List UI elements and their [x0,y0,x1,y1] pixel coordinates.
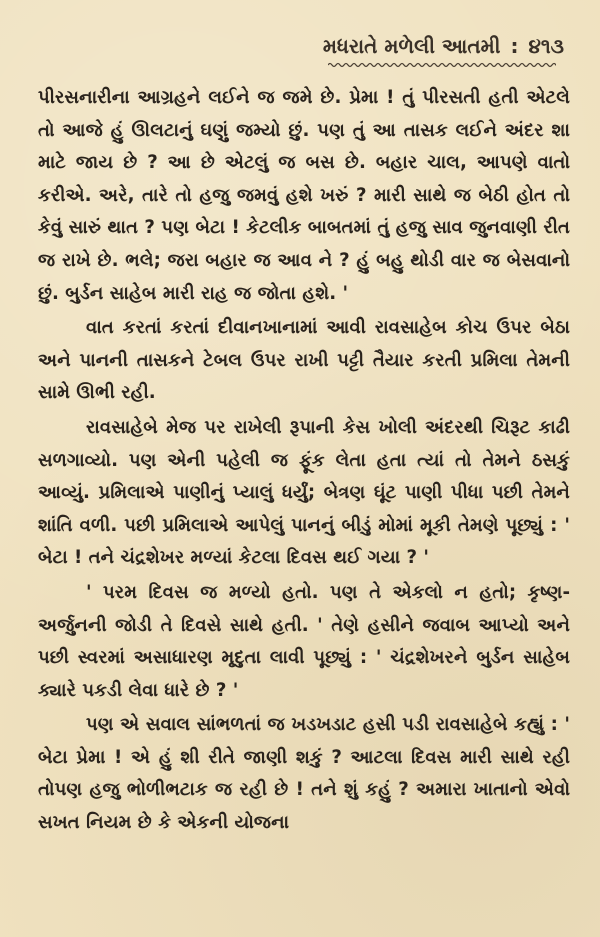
running-header [38,34,570,58]
paragraph-continued: પીરસનારીના આગ્રહને લઈને જ જમે છે. પ્રેમા ! તું પીરસતી હતી એટલે તો આજે હું ઊલટાનું ઘણું જમ્યો છું. પણ તું આ તાસક લઈને અંદર શા માટે જાય છે ? આ છે એટલું જ બસ છે. બહાર ચાલ, આપણે વાતો કરીએ. અરે, તારે તો હજુ જમવું હશે ખરું ? મારી સાથે જ બેઠી હોત તો કેવું સારું થાત ? પણ બેટા ! કેટલીક બાબતમાં તું હજુ સાવ જુનવાણી રીત જ રાખે છે. ભલે; જરા બહાર જ આવ ને ? હું બહુ થોડી વાર જ બેસવાનો છું. બુર્ડન સાહેબ મારી રાહ જ જોતા હશે. ' [38,87,570,304]
header-wavy-rule [328,62,556,68]
paragraph: વાત કરતાં કરતાં દીવાનખાનામાં આવી રાવસાહેબ કોચ ઉપર બેઠા અને પાનની તાસકને ટેબલ ઉપર રાખી પટ્ટી તૈયાર કરતી પ્રમિલા તેમની સામે ઊભી રહી. [38,317,570,404]
wavy-rule-icon [328,62,556,68]
paragraph: ' પરમ દિવસ જ મળ્યો હતો. પણ તે એકલો ન હતો; કૃષ્ણ-અર્જુનની જોડી તે દિવસે સાથે હતી. ' તેણે હસીને જવાબ આપ્યો અને પછી સ્વરમાં અસાધારણ મૃદુતા લાવી પૂછ્યું : ' ચંદ્રશેખરને બુર્ડન સાહેબ ક્યારે પકડી લેવા ધારે છે ? ' [38,581,570,701]
paragraph: પણ એ સવાલ સાંભળતાં જ ખડખડાટ હસી પડી રાવસાહેબે કહ્યું : ' બેટા પ્રેમા ! એ હું શી રીતે જાણી શકું ? આટલા દિવસ મારી સાથે રહી તોપણ હજુ ભોળીભટાક જ રહી છે ! તને શું કહું ? અમારા ખાતાનો એવો સખત નિયમ છે કે એકની યોજના [38,714,570,834]
chapter-title: મધરાતે મળેલી આતમી [322,34,501,58]
header-separator: : [510,34,519,58]
page-number: ૪૧૩ [528,34,564,58]
paragraph: રાવસાહેબે મેજ પર રાખેલી રૂપાની કેસ ખોલી અંદરથી ચિરૂટ કાઢી સળગાવ્યો. પણ એની પહેલી જ ફૂંક લેતા હતા ત્યાં તો તેમને ઠસકું આવ્યું. પ્રમિલાએ પાણીનું પ્યાલું ધર્યું; બેત્રણ ઘૂંટ પાણી પીધા પછી તેમને શાંતિ વળી. પછી પ્રમિલાએ આપેલું પાનનું બીડું મોમાં મૂકી તેમણે પૂછ્યું : ' બેટા ! તને ચંદ્રશેખર મળ્યાં કેટલા દિવસ થઈ ગયા ? ' [38,416,570,569]
body-text [38,82,570,840]
